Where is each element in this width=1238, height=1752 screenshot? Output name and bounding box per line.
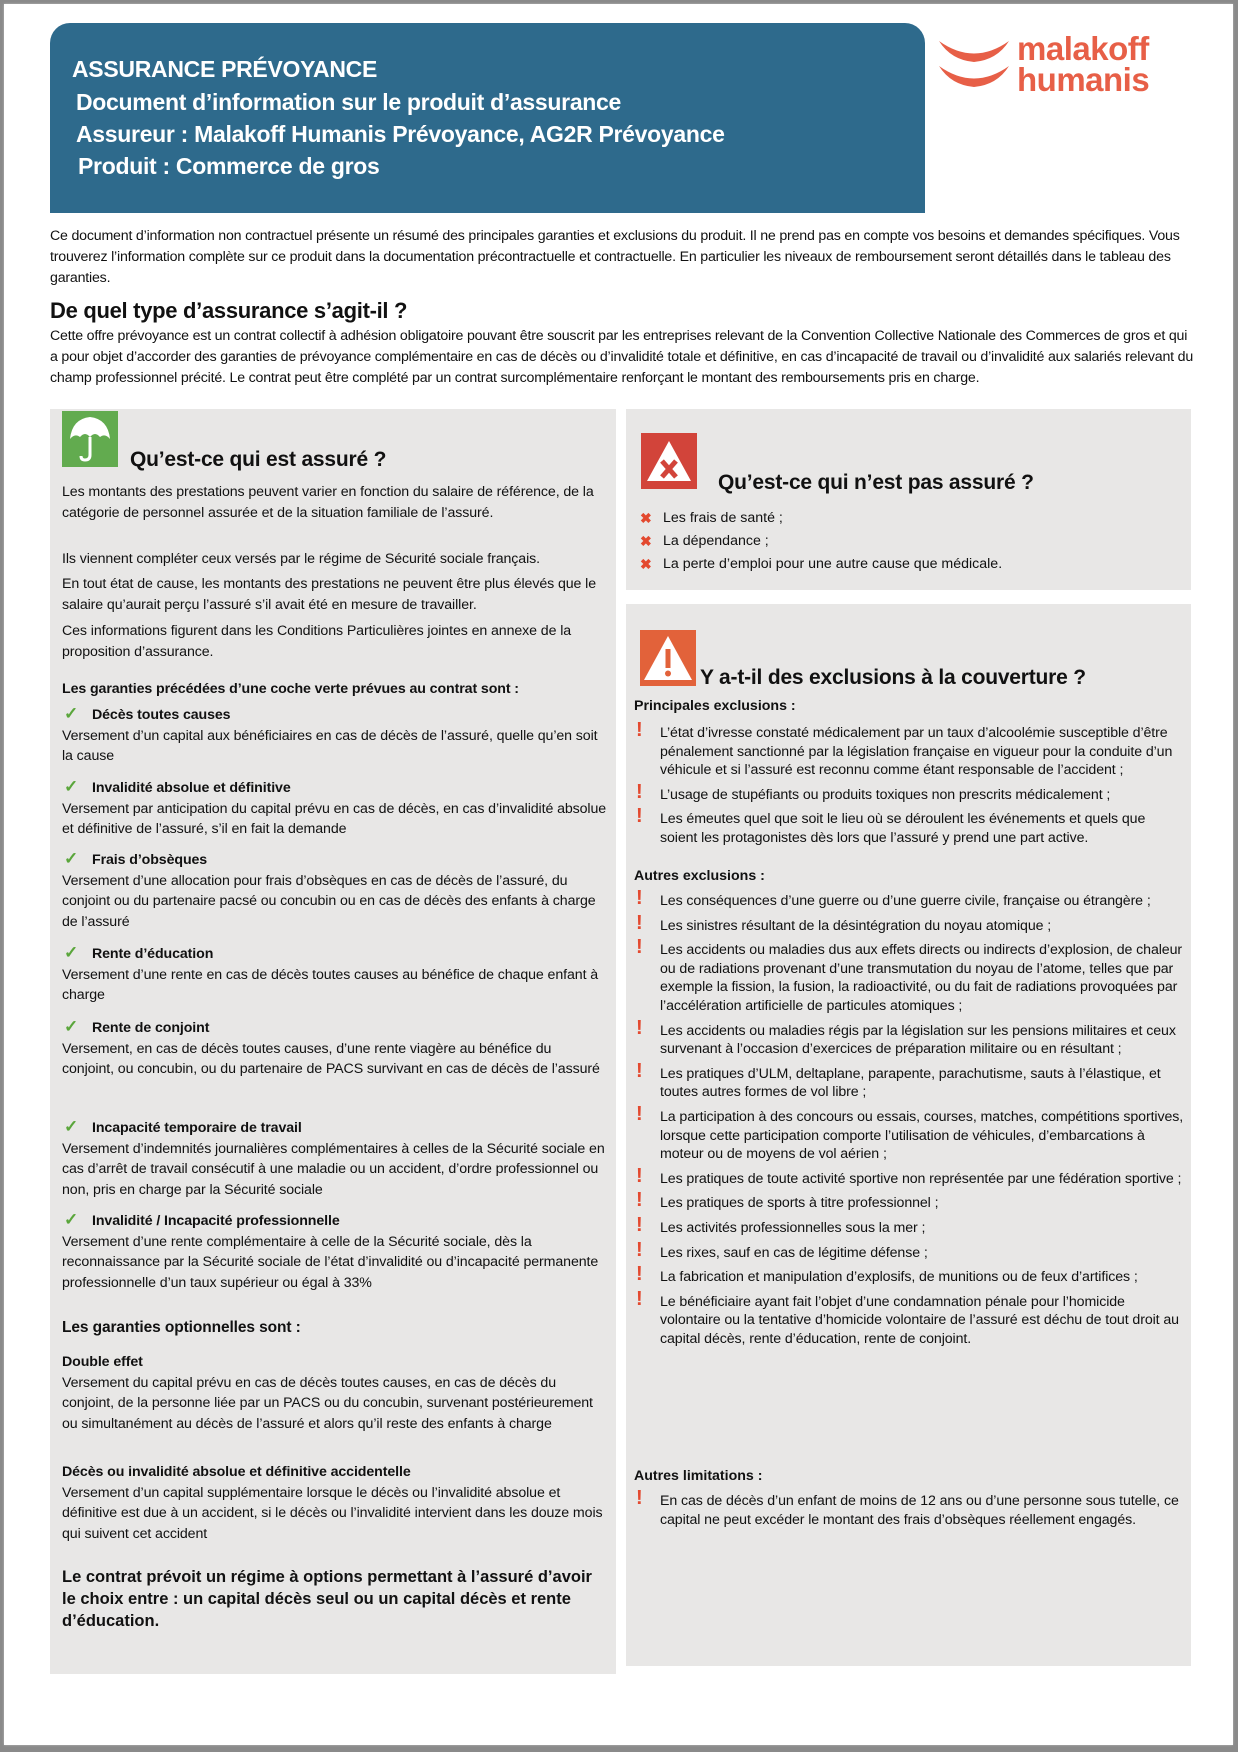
- exclusions-panel: [626, 604, 1191, 1666]
- exclusion-item: [634, 1238, 1184, 1263]
- logo-word-malakoff: malakoff: [1017, 30, 1149, 67]
- not-insured-item: [638, 530, 1002, 553]
- exclamation-icon: !: [636, 1487, 643, 1509]
- check-icon: ✓: [64, 1017, 79, 1036]
- exclamation-icon: !: [636, 1238, 643, 1261]
- insured-paragraph: Ces informations figurent dans les Conditions Particulières jointes en annexe de la proposition d’assurance.: [62, 623, 572, 660]
- not-insured-item: [638, 507, 1002, 530]
- not-insured-text: La perte d’emploi pour une autre cause que médicale.: [663, 556, 1003, 572]
- guarantee-text: Versement d’une rente complémentaire à celle de la Sécurité sociale, dès la reconnaissance par la Sécurité sociale de l’état d’invalidité ou d’incapacité permanente professionnelle d’un taux supérieur ou égal à 33%: [62, 1233, 599, 1291]
- guarantee-title: Invalidité / Incapacité professionnelle: [92, 1213, 340, 1229]
- optional-title: Décès ou invalidité absolue et définitive accidentelle: [62, 1464, 411, 1480]
- check-icon: ✓: [64, 777, 79, 796]
- exclusion-text: Les conséquences d’une guerre ou d’une guerre civile, française ou étrangère ;: [660, 893, 1151, 909]
- logo-word-humanis: humanis: [1017, 61, 1150, 98]
- optional-title: Double effet: [62, 1354, 143, 1370]
- not-insured-text: Les frais de santé ;: [663, 510, 783, 526]
- guarantee-text: Versement d’indemnités journalières complémentaires à celles de la Sécurité sociale en cas d’arrêt de travail consécutif à une maladie ou un accident, d’ordre professionnel ou non, pris en charge par la Sécurité sociale: [62, 1140, 605, 1198]
- exclusion-text: L’état d’ivresse constaté médicalement par un taux d’alcoolémie susceptible d’être pénalement sanctionné par la législation française en vigueur pour la conduite d’un véhicule et si l’assuré est reconnu comme étant responsable de l’accident ;: [660, 725, 1173, 779]
- guarantee-item: [62, 1118, 607, 1200]
- exclusion-text: Les pratiques de sports à titre professionnel ;: [660, 1195, 939, 1212]
- main-exclusions-list: [634, 719, 1184, 848]
- other-exclusions-list: [634, 887, 1184, 1354]
- guarantee-title: Rente de conjoint: [92, 1020, 210, 1036]
- exclamation-icon: !: [636, 1263, 643, 1286]
- not-insured-title: Qu’est-ce qui n’est pas assuré ?: [718, 471, 1034, 494]
- exclusion-text: Les rixes, sauf en cas de légitime défense ;: [660, 1244, 928, 1261]
- exclusion-item: [634, 1263, 1184, 1287]
- guarantee-title: Invalidité absolue et définitive: [92, 780, 291, 796]
- exclamation-icon: !: [636, 911, 643, 934]
- guarantee-text: Versement d’une rente en cas de décès toutes causes au bénéfice de chaque enfant à charge: [62, 966, 599, 1003]
- insured-title: Qu’est-ce qui est assuré ?: [130, 448, 387, 471]
- other-exclusions-label: Autres exclusions :: [634, 868, 765, 884]
- cross-icon: ✖: [640, 556, 652, 572]
- exclamation-icon: !: [636, 1287, 643, 1310]
- limitation-text: En cas de décès d’un enfant de moins de 12 ans ou d’une personne sous tutelle, ce capital ne peut excéder le montant des frais d’obsèques réellement engagés.: [660, 1493, 1179, 1528]
- optional-text: Versement du capital prévu en cas de décès toutes causes, en cas de décès du conjoint, de la personne liée par un PACS ou du concubin, survenant postérieurement ou simultanément au décès de l’assuré et alors qu’il reste des enfants à charge: [62, 1374, 593, 1432]
- malakoff-humanis-logo: [937, 30, 1187, 103]
- guarantee-item: [62, 705, 607, 767]
- limitations-list: [634, 1487, 1184, 1535]
- insured-paragraph: En tout état de cause, les montants des prestations ne peuvent être plus élevés que le salaire qu’aurait perçu l’assuré s’il avait été en mesure de travailler.: [62, 576, 597, 613]
- optional-text: Versement d’un capital supplémentaire lorsque le décès ou l’invalidité absolue et définitive est due à un accident, si le décès ou l’invalidité intervient dans les douze mois qui suivent cet accident: [62, 1484, 603, 1542]
- guarantee-title: Frais d’obsèques: [92, 852, 208, 868]
- exclusion-text: Les émeutes quel que soit le lieu où se déroulent les événements et quels que soient les protagonistes dès lors que l’assuré y prend une part active.: [660, 811, 1146, 846]
- guarantee-title: Incapacité temporaire de travail: [92, 1120, 302, 1136]
- intro-text: Ce document d’information non contractuel présente un résumé des principales garanties et exclusions du produit. Il ne prend pas en compte vos besoins et demandes spécifiques. Vous trouverez l’information complète sur ce produit dans la documentation précontractuelle et contractuelle. En particulier les niveaux de remboursement seront détaillés dans le tableau des garanties.: [50, 228, 1180, 286]
- exclamation-icon: !: [636, 936, 643, 959]
- exclusion-text: Les activités professionnelles sous la mer ;: [660, 1219, 926, 1236]
- guarantee-item: [62, 944, 607, 1006]
- insured-panel: [50, 409, 616, 1674]
- insured-paragraph: Les montants des prestations peuvent varier en fonction du salaire de référence, de la catégorie de personnel assurée et de la situation familiale de l’assuré.: [62, 484, 594, 521]
- exclamation-icon: !: [636, 719, 643, 741]
- exclusions-title: Y a-t-il des exclusions à la couverture ?: [700, 666, 1086, 689]
- limitation-item: [634, 1487, 1184, 1529]
- check-icon: ✓: [64, 943, 79, 962]
- exclamation-icon: !: [636, 1059, 643, 1082]
- guarantee-item: [62, 778, 607, 840]
- exclusion-item: [634, 780, 1184, 805]
- type-section-text: Cette offre prévoyance est un contrat collectif à adhésion obligatoire pouvant être souscrit par les entreprises relevant de la Convention Collective Nationale des Commerces de gros et qui a pour objet d’accorder des garanties de prévoyance complémentaire en cas de décès ou d’invalidité totale et définitive, en cas d’incapacité de travail ou d’invalidité aux salariés relevant du champ professionnel précité. Le contrat peut être complété par un contrat surcomplémentaire renforçant le montant des remboursements pris en charge.: [50, 328, 1194, 386]
- exclusion-item: [634, 719, 1184, 780]
- exclamation-icon: !: [636, 805, 643, 828]
- logo-smile-icon: [937, 38, 1012, 98]
- cross-triangle-icon: [641, 433, 697, 489]
- exclusion-item: [634, 1164, 1184, 1189]
- exclamation-icon: !: [636, 887, 643, 909]
- exclamation-icon: !: [636, 1189, 643, 1212]
- exclamation-icon: !: [636, 1164, 643, 1187]
- umbrella-icon: [62, 411, 118, 467]
- exclamation-icon: !: [636, 1213, 643, 1236]
- exclusion-item: [634, 1287, 1184, 1349]
- exclusion-text: Les accidents ou maladies régis par la législation sur les pensions militaires et ceux survenant à l’occasion d’exercices de préparation militaire ou en résultant ;: [660, 1022, 1176, 1058]
- exclusion-text: La fabrication et manipulation d’explosifs, de munitions ou de feux d’artifices ;: [660, 1269, 1138, 1286]
- exclamation-icon: !: [636, 780, 643, 803]
- exclusion-text: L’usage de stupéfiants ou produits toxiques non prescrits médicalement ;: [660, 786, 1111, 803]
- type-section-title: De quel type d’assurance s’agit-il ?: [50, 298, 408, 323]
- document-page: [4, 4, 1233, 1745]
- exclusion-item: [634, 887, 1184, 911]
- exclusion-item: [634, 1189, 1184, 1213]
- warning-icon: [640, 630, 696, 686]
- guarantee-item: [62, 850, 607, 932]
- exclusion-text: Les pratiques de toute activité sportive non représentée par une fédération sportive ;: [660, 1170, 1182, 1187]
- guarantee-text: Versement d’une allocation pour frais d’obsèques en cas de décès de l’assuré, du conjoint ou du partenaire pacsé ou concubin ou en cas de décès des enfants à charge de l’assuré: [62, 872, 596, 930]
- guarantee-item: [62, 1018, 607, 1080]
- main-exclusions-label: Principales exclusions :: [634, 698, 796, 714]
- exclusion-text: Les accidents ou maladies dus aux effets directs ou indirects d’explosion, de chaleur ou de radiations provenant d’une transmutation du noyau de l’atome, telles que par exemple la fission, la fusion, la radioactivité, ou du fait de radiations provoquées par l’accélération artificielle de particules atomiques ;: [660, 942, 1183, 1014]
- not-insured-panel: [626, 409, 1191, 590]
- guarantee-text: Versement, en cas de décès toutes causes, d’une rente viagère au bénéfice du conjoint, ou concubin, ou du partenaire de PACS survivant en cas de décès de l’assuré: [62, 1040, 600, 1077]
- exclusion-item: [634, 936, 1184, 1015]
- cross-icon: ✖: [640, 533, 652, 549]
- guarantee-text: Versement d’un capital aux bénéficiaires en cas de décès de l’assuré, quelle qu’en soit la cause: [62, 727, 598, 764]
- limitations-label: Autres limitations :: [634, 1468, 763, 1484]
- exclusion-text: Le bénéficiaire ayant fait l’objet d’une condamnation pénale pour l’homicide volontaire ou la tentative d’homicide volontaire de l’assuré est déchu de tout droit au capital décès, rente d’éducation, rente de conjoint.: [660, 1293, 1179, 1347]
- exclusion-text: La participation à des concours ou essais, courses, matches, compétitions sportives, lorsque cette participation comporte l’utilisation de véhicules, d’embarcations à moteur ou de moyens de vol aérien ;: [660, 1108, 1184, 1163]
- header-subtitle: Document d’information sur le produit d’assurance: [76, 89, 622, 115]
- header-product: Produit : Commerce de gros: [78, 153, 380, 179]
- exclusion-item: [634, 1102, 1184, 1164]
- guarantee-title: Rente d’éducation: [92, 946, 214, 962]
- guarantee-item: [62, 1211, 607, 1293]
- check-icon: ✓: [64, 1117, 79, 1136]
- guarantees-label: Les garanties précédées d’une coche verte prévues au contrat sont :: [62, 681, 519, 697]
- not-insured-text: La dépendance ;: [663, 533, 769, 549]
- exclusion-item: [634, 1213, 1184, 1238]
- exclusion-item: [634, 805, 1184, 847]
- header-title: ASSURANCE PRÉVOYANCE: [72, 56, 377, 82]
- exclamation-icon: !: [636, 1016, 643, 1039]
- check-icon: ✓: [64, 704, 79, 723]
- exclusion-item: [634, 1059, 1184, 1102]
- options-note: Le contrat prévoit un régime à options permettant à l’assuré d’avoir le choix entre : un capital décès seul ou un capital décès et rente d’éducation.: [62, 1568, 592, 1630]
- exclusion-text: Les sinistres résultant de la désintégration du noyau atomique ;: [660, 917, 1052, 934]
- optional-label: Les garanties optionnelles sont :: [62, 1319, 301, 1336]
- exclusion-text: Les pratiques d’ULM, deltaplane, parapente, parachutisme, sauts à l’élastique, et toutes autres formes de vol libre ;: [660, 1065, 1161, 1101]
- not-insured-item: [638, 553, 1002, 576]
- guarantee-text: Versement par anticipation du capital prévu en cas de décès, en cas d’invalidité absolue et définitive de l’assuré, s’il en fait la demande: [62, 800, 607, 837]
- not-insured-list: [638, 507, 1002, 576]
- header-insurer: Assureur : Malakoff Humanis Prévoyance, AG2R Prévoyance: [76, 121, 725, 147]
- optional-item: [62, 1462, 607, 1544]
- header-band: [50, 23, 925, 213]
- check-icon: ✓: [64, 1210, 79, 1229]
- check-icon: ✓: [64, 849, 79, 868]
- exclusion-item: [634, 911, 1184, 936]
- exclamation-icon: !: [636, 1102, 643, 1125]
- guarantee-title: Décès toutes causes: [92, 707, 231, 723]
- optional-item: [62, 1352, 607, 1434]
- exclusion-item: [634, 1016, 1184, 1059]
- insured-paragraph: Ils viennent compléter ceux versés par le régime de Sécurité sociale français.: [62, 551, 540, 567]
- cross-icon: ✖: [640, 510, 652, 526]
